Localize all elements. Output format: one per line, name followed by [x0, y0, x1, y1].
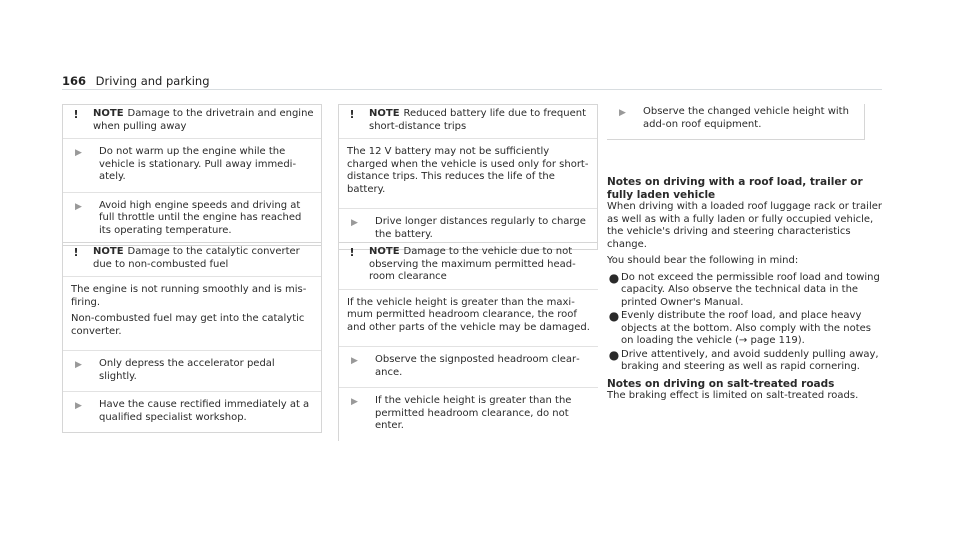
- header-divider: [62, 89, 882, 90]
- warning-icon: !: [73, 108, 79, 121]
- note-label: NOTE: [93, 246, 124, 257]
- note-paragraph: The 12 V battery may not be sufficiently charged when the vehicle is used only for short-distance trips. This reduces the life of the battery.: [347, 146, 589, 195]
- note-catalytic: [62, 242, 322, 433]
- step-text: Have the cause rectified immediately at a qualified specialist workshop.: [99, 399, 310, 423]
- note-paragraph: The engine is not running smoothly and is misfiring.: [71, 284, 307, 308]
- step-text: Drive longer distances regularly to charge the battery.: [375, 216, 586, 240]
- note-label: NOTE: [369, 246, 400, 257]
- note-paragraph: If the vehicle height is greater than the maximum permitted headroom clearance, the roof and other parts of the vehicle may be damaged.: [347, 296, 590, 333]
- note-body: [339, 289, 598, 347]
- note-steps: [63, 350, 321, 391]
- list-item-text: Do not exceed the permissible roof load and towing capacity. Also observe the technical data in the printed Owner's Manual.: [621, 271, 880, 308]
- arrow-icon: ▶: [75, 360, 82, 370]
- section-paragraph: When driving with a loaded roof luggage rack or trailer as well as with a fully laden or fully occupied vehicle, the vehicle's driving and steering characteristics change.: [607, 201, 882, 250]
- note-title: [89, 105, 321, 138]
- note-steps: [63, 192, 321, 246]
- note-body: [339, 138, 597, 208]
- step-item: [75, 399, 313, 424]
- section-paragraph: You should bear the following in mind:: [607, 255, 799, 266]
- note-steps: [339, 387, 598, 441]
- note-title-text: Reduced battery life due to frequent short-distance trips: [369, 108, 587, 132]
- note-label: NOTE: [369, 108, 400, 119]
- note-title-text: Damage to the catalytic converter due to non-combusted fuel: [93, 246, 300, 270]
- step-text: Only depress the accelerator pedal slightly.: [99, 358, 275, 382]
- list-item: [607, 349, 882, 374]
- note-headroom: [338, 242, 598, 441]
- step-text: Observe the changed vehicle height with add-on roof equipment.: [643, 106, 849, 130]
- step-item: [351, 395, 590, 433]
- page-number: 166: [62, 74, 87, 88]
- list-item-text: Drive attentively, and avoid suddenly pulling away, braking and steering as well as rapid cornering.: [621, 348, 879, 372]
- note-steps: [63, 391, 321, 432]
- note-label: NOTE: [93, 108, 124, 119]
- bullet-icon: ●: [608, 309, 620, 323]
- arrow-icon: ▶: [351, 397, 358, 407]
- arrow-icon: ▶: [351, 218, 358, 228]
- bullet-icon: ●: [608, 270, 620, 285]
- step-text: If the vehicle height is greater than the permitted headroom clearance, do not enter.: [375, 395, 572, 431]
- note-drivetrain: [62, 104, 322, 246]
- warning-icon: !: [73, 246, 79, 259]
- section-heading: Notes on driving with a roof load, trailer or fully laden vehicle: [607, 176, 863, 201]
- page-header: [62, 74, 210, 88]
- bullet-icon: ●: [608, 347, 620, 362]
- arrow-icon: ▶: [619, 108, 626, 118]
- note-paragraph: Non-combusted fuel may get into the catalytic converter.: [71, 313, 305, 337]
- arrow-icon: ▶: [75, 201, 82, 212]
- note-headroom-continued: [607, 104, 865, 140]
- step-item: [619, 106, 856, 131]
- note-title: [365, 105, 597, 138]
- section-heading: Notes on driving on salt-treated roads: [607, 377, 835, 390]
- warning-icon: !: [349, 108, 355, 121]
- note-battery: [338, 104, 598, 250]
- section-title: Driving and parking: [95, 74, 210, 88]
- list-item: [607, 272, 882, 310]
- step-text: Avoid high engine speeds and driving at full throttle until the engine has reached its operating temperature.: [99, 199, 302, 236]
- roof-load-section: [607, 176, 882, 407]
- list-item-text: Evenly distribute the roof load, and place heavy objects at the bottom. Also comply with the notes on loading the vehicle (→ page 119).: [621, 310, 871, 346]
- step-item: [75, 358, 313, 383]
- note-steps: [339, 346, 598, 387]
- note-body: [63, 276, 321, 350]
- section-paragraph: The braking effect is limited on salt-treated roads.: [607, 390, 859, 401]
- note-title-text: Damage to the drivetrain and engine when pulling away: [93, 108, 314, 132]
- step-text: Observe the signposted headroom clearance.: [375, 354, 580, 378]
- step-item: [75, 200, 313, 238]
- warning-icon: !: [349, 246, 355, 259]
- note-title-text: Damage to the vehicle due to not observing the maximum permitted headroom clearance: [369, 246, 576, 282]
- arrow-icon: ▶: [75, 401, 82, 411]
- bullet-list: [607, 272, 882, 374]
- step-item: [351, 354, 590, 379]
- note-title: [365, 243, 598, 289]
- note-title: [89, 243, 321, 276]
- arrow-icon: ▶: [75, 148, 82, 158]
- step-text: Do not warm up the engine while the vehicle is stationary. Pull away immediately.: [99, 146, 297, 182]
- note-steps: [607, 104, 864, 139]
- list-item: [607, 310, 882, 348]
- step-item: [351, 216, 589, 241]
- note-steps: [63, 138, 321, 192]
- arrow-icon: ▶: [351, 356, 358, 366]
- step-item: [75, 146, 313, 184]
